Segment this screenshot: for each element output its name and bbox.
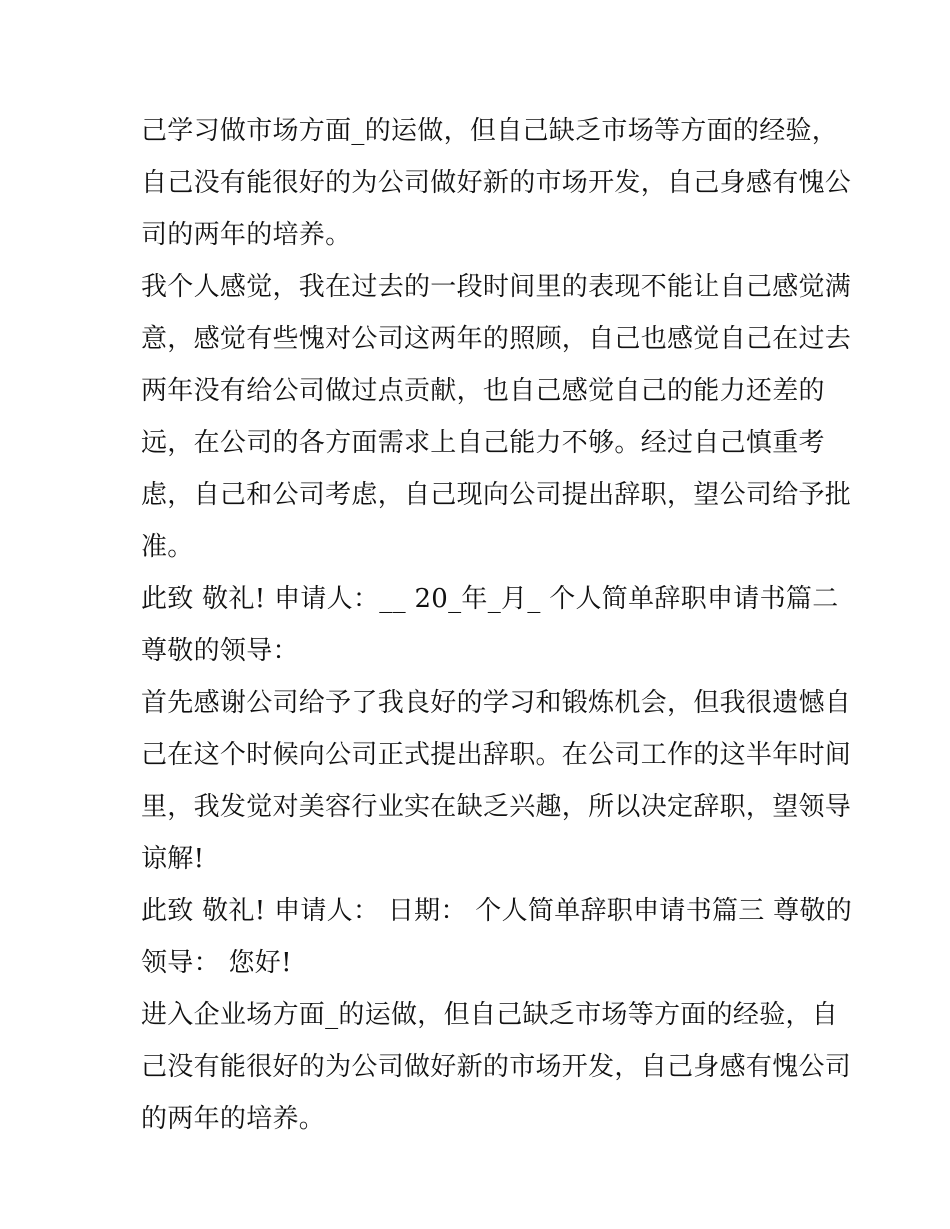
document-body xyxy=(141,105,853,1145)
text-line: 远，在公司的各方面需求上自己能力不够。经过自己慎重考 xyxy=(141,428,825,458)
text-line: 我个人感觉，我在过去的一段时间里的表现不能让自己感觉满 xyxy=(141,272,852,302)
text-line: 己学习做市场方面_的运做，但自己缺乏市场等方面的经验， xyxy=(141,116,839,146)
text-line: 自己没有能很好的为公司做好新的市场开发，自己身感有愧公 xyxy=(141,168,852,198)
text-line: 的两年的培养。 xyxy=(141,1104,326,1134)
text-line: 里，我发觉对美容行业实在缺乏兴趣，所以决定辞职，望领导 xyxy=(141,792,852,822)
text-line: 此致 敬礼! 申请人：__ 20_年_月_ 个人简单辞职申请书篇二 xyxy=(141,584,839,614)
text-line: 意，感觉有些愧对公司这两年的照顾，自己也感觉自己在过去 xyxy=(141,324,852,354)
text-line: 谅解! xyxy=(141,844,205,874)
text-line: 两年没有给公司做过点贡献，也自己感觉自己的能力还差的 xyxy=(141,376,825,406)
text-line: 尊敬的领导： xyxy=(141,636,299,666)
text-line: 准。 xyxy=(141,532,194,562)
text-line: 领导： 您好! xyxy=(141,948,292,978)
text-line: 虑，自己和公司考虑，自己现向公司提出辞职，望公司给予批 xyxy=(141,480,852,510)
text-line: 己没有能很好的为公司做好新的市场开发，自己身感有愧公司 xyxy=(141,1052,852,1082)
text-line: 进入企业场方面_的运做，但自己缺乏市场等方面的经验，自 xyxy=(141,1000,839,1030)
text-line: 己在这个时候向公司正式提出辞职。在公司工作的这半年时间 xyxy=(141,740,852,770)
text-line: 司的两年的培养。 xyxy=(141,220,352,250)
text-line: 此致 敬礼! 申请人： 日期： 个人简单辞职申请书篇三 尊敬的 xyxy=(141,896,853,926)
text-line: 首先感谢公司给予了我良好的学习和锻炼机会，但我很遗憾自 xyxy=(141,688,852,718)
